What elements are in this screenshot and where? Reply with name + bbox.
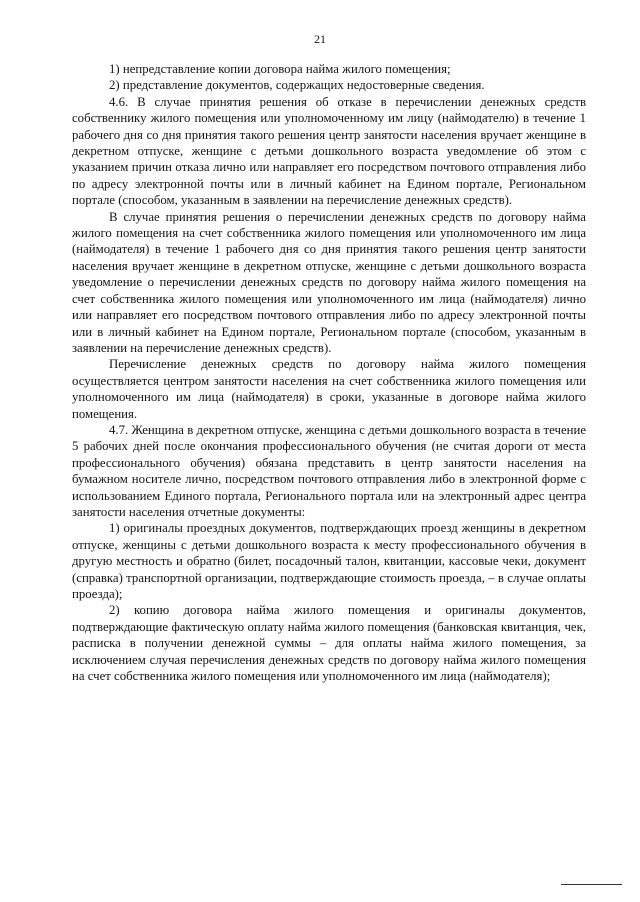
paragraph-4-7: 4.7. Женщина в декретном отпуске, женщина с детьми дошкольного возраста в течение 5 рабочих дней после окончания профессионального обучения (не считая дороги от места профессионального обучения) обязана представить в центр занятости населения на бумажном носителе лично, посредством почтового отправления либо в электронной форме с использованием Единого портала, Регионального портала или на электронный адрес центра занятости населения отчетные документы: (72, 422, 586, 519)
paragraph-rental-documents: 2) копию договора найма жилого помещения и оригиналы документов, подтверждающие фактическую оплату найма жилого помещения (банковская квитанция, чек, расписка в получении денежной суммы – для оплаты найма жилого помещения, за исключением случая перечисления денежных средств по договору найма жилого помещения на счет собственника жилого помещения или уполномоченного им лица (наймодателя); (72, 603, 586, 684)
paragraph-transfer-decision: В случае принятия решения о перечислении денежных средств по договору найма жилого помещения на счет собственника жилого помещения или уполномоченного им лица (наймодателя) в течение 1 рабочего дня со дня принятия такого решения центр занятости населения вручает женщине в декретном отпуске, женщине с детьми дошкольного возраста уведомление о перечислении денежных средств по договору найма жилого помещения на счет собственника жилого помещения или уполномоченного им лица (наймодателя) лично или направляет его посредством почтового отправления либо по адресу электронной почты или в личный кабинет на Едином портале, Региональном портале (способом, указанным в заявлении на перечисление денежных средств). (72, 209, 586, 355)
paragraph-4-6: 4.6. В случае принятия решения об отказе в перечислении денежных средств собственнику жилого помещения или уполномоченному им лицу (наймодателю) в течение 1 рабочего дня со дня принятия такого решения центр занятости населения вручает женщине в декретном отпуске, женщине с детьми дошкольного возраста уведомление об этом с указанием причин отказа лично или направляет его посредством почтового отправления либо по адресу электронной почты или в личный кабинет на Едином портале, Региональном портале (способом, указанным в заявлении на перечисление денежных средств). (72, 94, 586, 208)
paragraph-travel-documents: 1) оригиналы проездных документов, подтверждающих проезд женщины в декретном отпуске, женщины с детьми дошкольного возраста к месту профессионального обучения в другую местность и обратно (билет, посадочный талон, квитанции, кассовые чеки, документ (справка) транспортной организации, подтверждающие стоимость проезда, – в случае оплаты проезда); (72, 521, 586, 601)
document-body (72, 61, 586, 684)
paragraph-item-1: 1) непредставление копии договора найма жилого помещения; (109, 62, 451, 76)
paragraph-transfer-terms: Перечисление денежных средств по договору найма жилого помещения осуществляется центром занятости населения на счет собственника жилого помещения или уполномоченного им лица (наймодателя) в сроки, указанные в договоре найма жилого помещения. (72, 357, 586, 421)
paragraph-item-2: 2) представление документов, содержащих недостоверные сведения. (109, 78, 485, 93)
page-number: 21 (314, 32, 326, 46)
footer-rule (561, 884, 622, 885)
